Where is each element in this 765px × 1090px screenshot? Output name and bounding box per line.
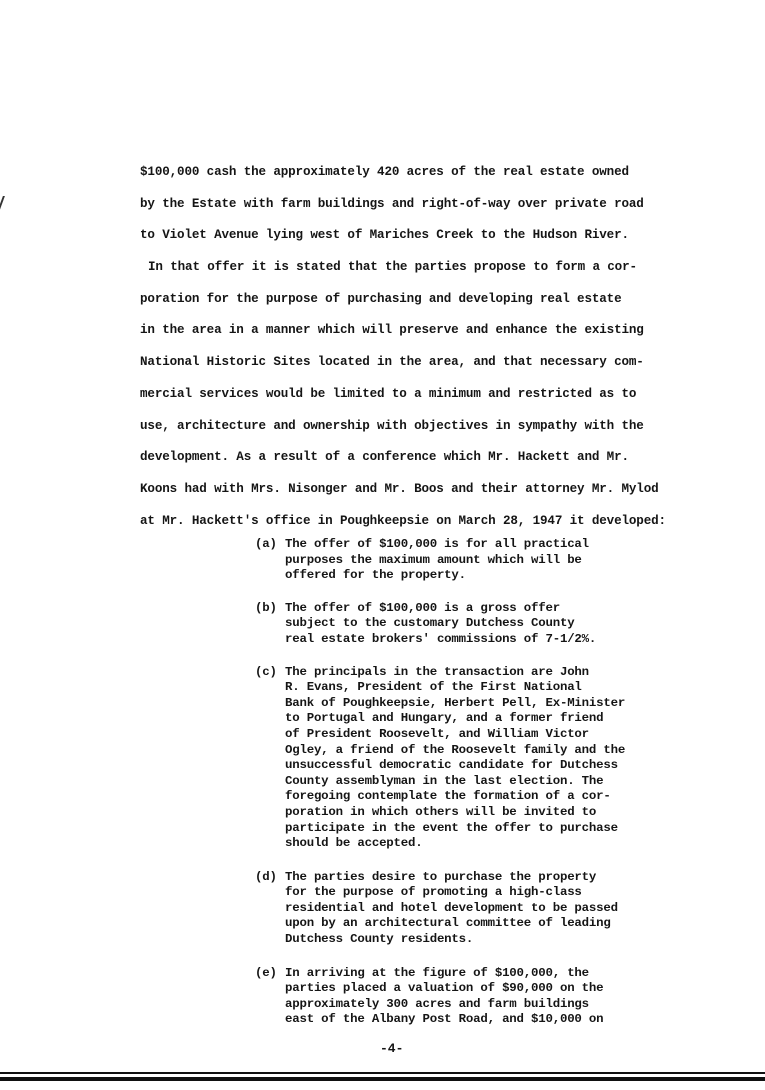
item-line: Dutchess County residents. (285, 932, 474, 947)
paragraph-line: $100,000 cash the approximately 420 acres of the real estate owned (140, 165, 629, 179)
item-line: Bank of Poughkeepsie, Herbert Pell, Ex-Minister (285, 695, 626, 710)
list-item-b (255, 601, 675, 648)
item-line: County assemblyman in the last election. The (285, 773, 604, 788)
body-paragraph (140, 157, 750, 537)
item-line: approximately 300 acres and farm buildings (285, 996, 589, 1011)
bottom-rule (0, 1072, 765, 1074)
page-number: -4- (380, 1041, 404, 1056)
item-line: Ogley, a friend of the Roosevelt family and the (285, 742, 626, 757)
item-label: (a) (255, 537, 277, 551)
item-line: R. Evans, President of the First National (285, 680, 582, 695)
item-line: offered for the property. (285, 568, 466, 583)
item-line: of President Roosevelt, and William Victor (285, 726, 589, 741)
paragraph-line: to Violet Avenue lying west of Mariches Creek to the Hudson River. (140, 228, 629, 243)
paragraph-line: poration for the purpose of purchasing and developing real estate (140, 291, 622, 306)
paragraph-line: at Mr. Hackett's office in Poughkeepsie on March 28, 1947 it developed: (140, 513, 666, 528)
enumerated-list (255, 537, 675, 1028)
item-label: (d) (255, 869, 277, 884)
item-line: parties placed a valuation of $90,000 on the (285, 981, 604, 996)
list-item-c (255, 665, 675, 852)
item-line: The offer of $100,000 is for all practical (285, 537, 589, 551)
paragraph-line: National Historic Sites located in the area, and that necessary com- (140, 355, 644, 370)
paragraph-line: mercial services would be limited to a minimum and restricted as to (140, 386, 637, 401)
paragraph-line: development. As a result of a conference which Mr. Hackett and Mr. (140, 450, 629, 465)
item-line: In arriving at the figure of $100,000, the (285, 965, 589, 980)
item-line: unsuccessful democratic candidate for Dutchess (285, 758, 618, 773)
item-line: upon by an architectural committee of leading (285, 916, 611, 931)
list-item-d (255, 870, 675, 948)
item-label: (c) (255, 664, 277, 679)
item-line: The principals in the transaction are John (285, 664, 589, 679)
item-label: (e) (255, 965, 277, 980)
item-line: foregoing contemplate the formation of a cor- (285, 789, 611, 804)
list-item-e (255, 966, 675, 1028)
item-line: The offer of $100,000 is a gross offer (285, 600, 560, 615)
item-line: subject to the customary Dutchess County (285, 616, 575, 631)
item-line: east of the Albany Post Road, and $10,000 on (285, 1012, 604, 1027)
paragraph-line: use, architecture and ownership with objectives in sympathy with the (140, 418, 644, 433)
item-line: real estate brokers' commissions of 7-1/2%. (285, 631, 597, 646)
paragraph-line: In that offer it is stated that the parties propose to form a cor- (148, 260, 637, 275)
item-label: (b) (255, 600, 277, 615)
item-line: to Portugal and Hungary, and a former friend (285, 711, 604, 726)
margin-mark (0, 196, 11, 212)
item-line: should be accepted. (285, 836, 423, 851)
item-line: residential and hotel development to be passed (285, 900, 618, 915)
list-item-a (255, 537, 675, 584)
item-line: The parties desire to purchase the property (285, 869, 597, 884)
paragraph-line: by the Estate with farm buildings and right-of-way over private road (140, 196, 644, 211)
paragraph-line: Koons had with Mrs. Nisonger and Mr. Boos and their attorney Mr. Mylod (140, 481, 659, 496)
item-line: participate in the event the offer to purchase (285, 820, 618, 835)
paragraph-line: in the area in a manner which will preserve and enhance the existing (140, 323, 644, 338)
item-line: poration in which others will be invited to (285, 804, 597, 819)
bottom-rule-thick (0, 1077, 765, 1081)
item-line: purposes the maximum amount which will be (285, 552, 582, 567)
item-line: for the purpose of promoting a high-class (285, 885, 582, 900)
